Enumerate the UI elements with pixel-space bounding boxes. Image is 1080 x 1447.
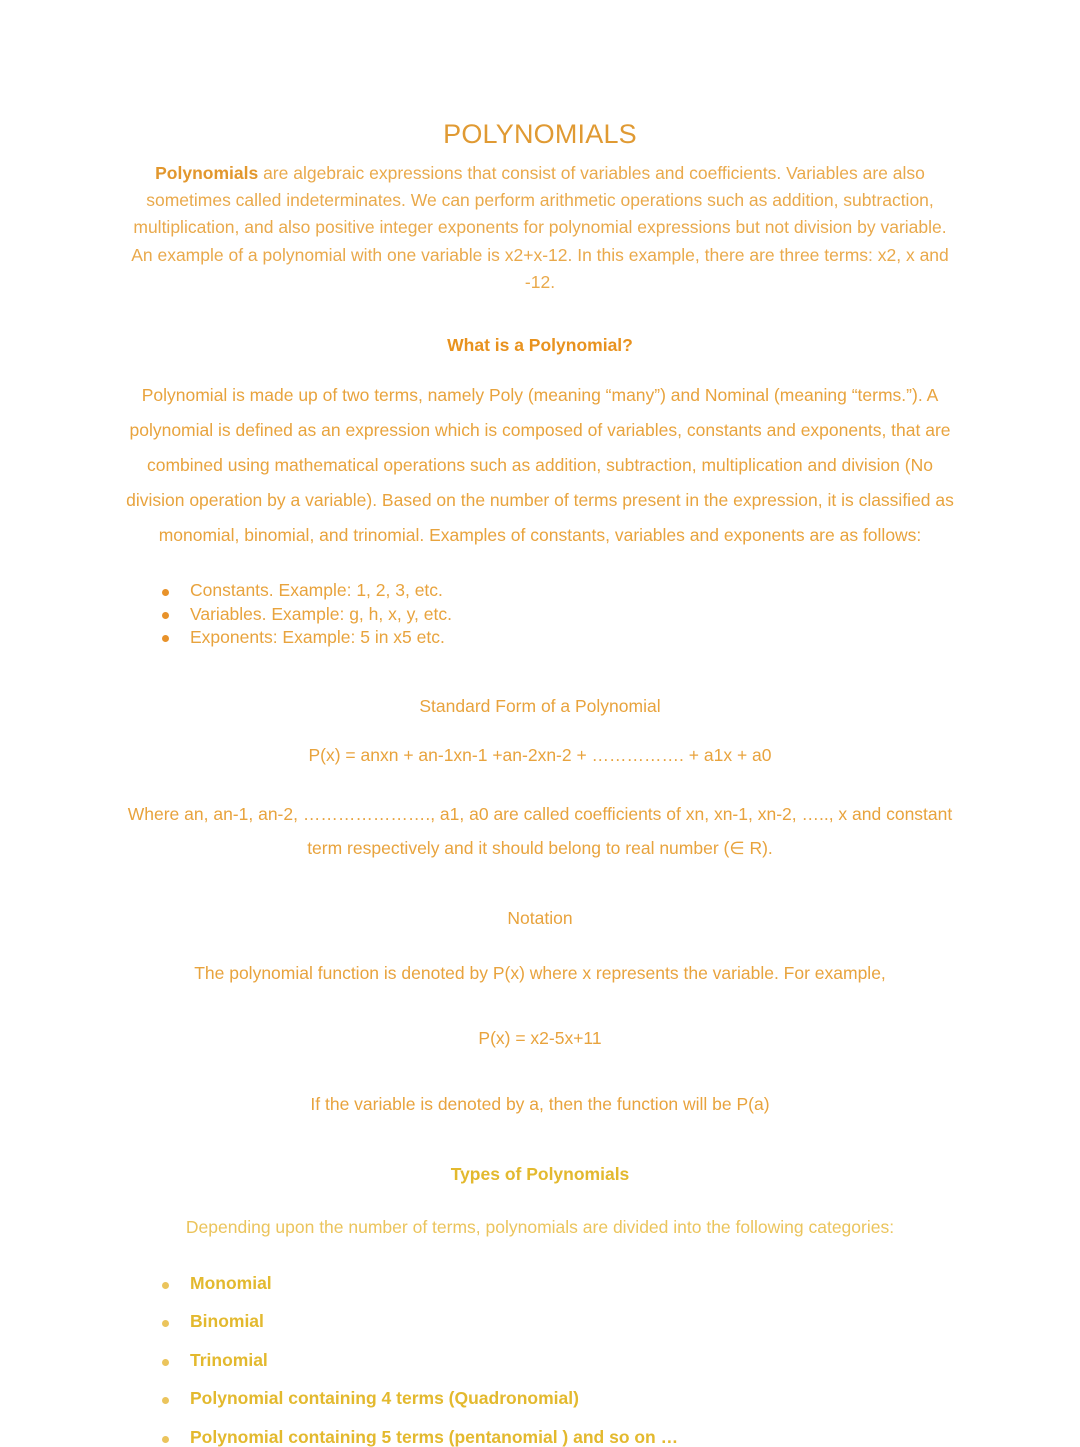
heading-standard-form: Standard Form of a Polynomial: [419, 695, 661, 716]
bullet-icon: [162, 1282, 169, 1289]
what-is-a-polynomial-body: Polynomial is made up of two terms, namely Poly (meaning “many”) and Nominal (meaning “terms.”). A polynomial is defined as an expression which is composed of variables, constants and exponents, that are combined using mathematical operations such as addition, subtraction, multiplication and division (No division operation by a variable). Based on the number of terms present in the expression, it is classified as monomial, binomial, and trinomial. Examples of constants, variables and exponents are as follows:: [126, 385, 954, 546]
list-item-label: Constants. Example: 1, 2, 3, etc.: [190, 580, 443, 601]
examples-list: [122, 579, 958, 648]
list-item: [122, 1426, 958, 1447]
list-item-label: Variables. Example: g, h, x, y, etc.: [190, 603, 452, 624]
bullet-icon: [162, 635, 169, 642]
intro-rest-text: are algebraic expressions that consist of variables and coefficients. Variables are also sometimes called indeterminates. We can perform arithmetic operations such as addition, subtraction, multiplication, and also positive integer exponents for polynomial expressions but not division by variable. An example of a polynomial with one variable is x2+x-12. In this example, there are three terms: x2, x and -12.: [131, 162, 949, 292]
list-item: [122, 1272, 958, 1293]
list-item-label: Monomial: [190, 1272, 272, 1293]
bullet-icon: [162, 1320, 169, 1327]
list-item-label: Polynomial containing 4 terms (Quadronomial): [190, 1388, 579, 1409]
bullet-icon: [162, 612, 169, 619]
intro-paragraph: [122, 160, 958, 296]
heading-notation: Notation: [507, 907, 573, 928]
page-title: POLYNOMIALS: [443, 119, 637, 149]
standard-form-note: Where an, an-1, an-2, …………………., a1, a0 are called coefficients of xn, xn-1, xn-2, ….., x and constant term respectively and it should belong to real number (∈ R).: [127, 804, 953, 858]
bullet-icon: [162, 1436, 169, 1443]
standard-form-formula: P(x) = anxn + an-1xn-1 +an-2xn-2 + ……………. + a1x + a0: [308, 745, 772, 766]
list-item-label: Binomial: [190, 1311, 264, 1332]
intro-lead-word: Polynomials: [155, 162, 259, 183]
notation-formula: P(x) = x2-5x+11: [478, 1028, 602, 1049]
types-of-polynomials-body: Depending upon the number of terms, polynomials are divided into the following categories:: [185, 1217, 895, 1238]
heading-types-of-polynomials: Types of Polynomials: [450, 1163, 630, 1184]
heading-what-is-a-polynomial: What is a Polynomial?: [447, 335, 633, 356]
list-item: [122, 603, 958, 626]
list-item: [122, 626, 958, 649]
list-item-label: Polynomial containing 5 terms (pentanomial ) and so on …: [190, 1426, 679, 1447]
notation-line-3: If the variable is denoted by a, then the function will be P(a): [310, 1093, 770, 1114]
list-item: [122, 1349, 958, 1370]
list-item-label: Trinomial: [190, 1349, 268, 1370]
types-of-polynomials-list: [122, 1272, 958, 1447]
bullet-icon: [162, 589, 169, 596]
bullet-icon: [162, 1397, 169, 1404]
list-item: [122, 1390, 958, 1408]
notation-line-1: The polynomial function is denoted by P(x) where x represents the variable. For example,: [194, 963, 886, 984]
list-item-label: Exponents: Example: 5 in x5 etc.: [190, 626, 445, 647]
list-item: [122, 579, 958, 602]
list-item: [122, 1313, 958, 1331]
bullet-icon: [162, 1359, 169, 1366]
